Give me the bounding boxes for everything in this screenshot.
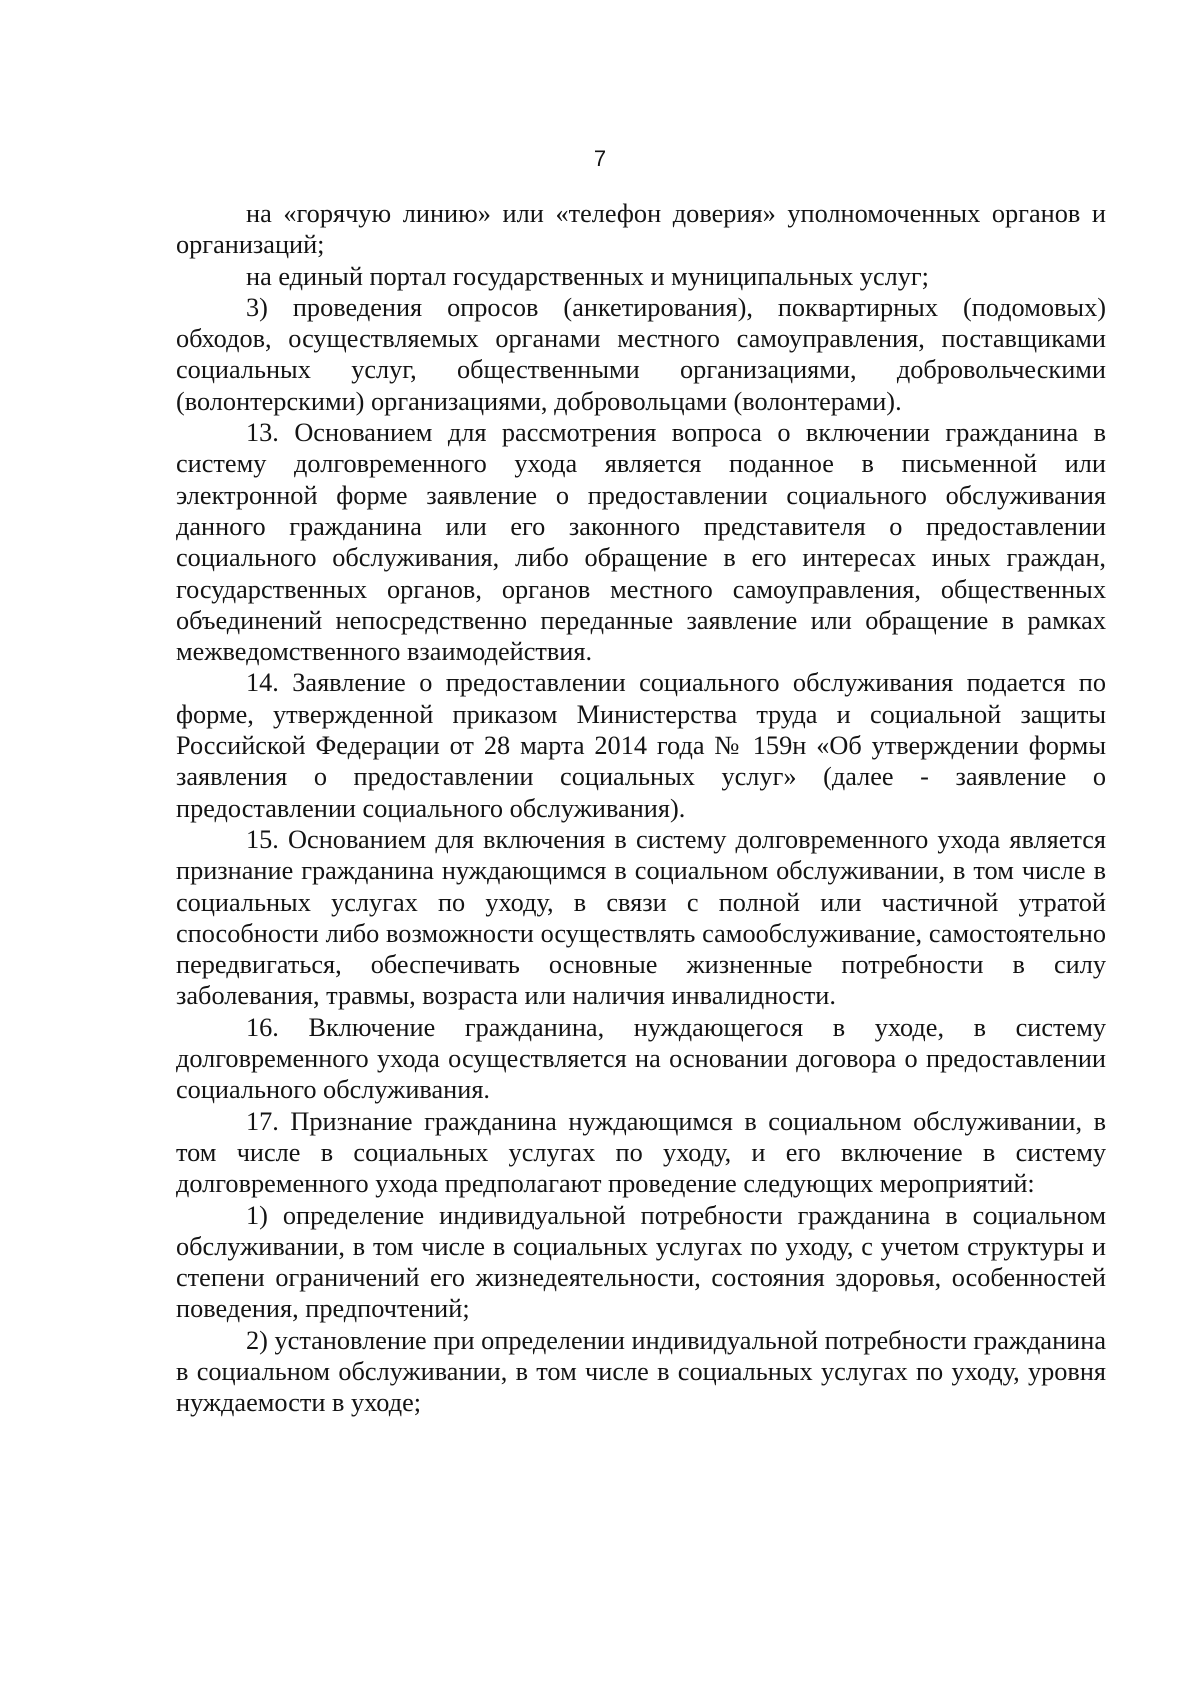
paragraph-item-2-care-level: 2) установление при определении индивидуальной потребности гражданина в социальном обслуживании, в том числе в социальных услугах по уходу, уровня нуждаемости в уходе; — [176, 1325, 1106, 1418]
paragraph-clause-14: 14. Заявление о предоставлении социального обслуживания подается по форме, утвержденной приказом Министерства труда и социальной защиты Российской Федерации от 28 марта 2014 года № 159н «Об утверждении формы заявления о предоставлении социальных услуг» (далее - заявление о предоставлении социального обслуживания). — [176, 668, 1106, 823]
paragraph-clause-15: 15. Основанием для включения в систему долговременного ухода является признание гражданина нуждающимся в социальном обслуживании, в том числе в социальных услугах по уходу, в связи с полной или частичной утратой способности либо возможности осуществлять самообслуживание, самостоятельно передвигаться, обеспечивать основные жизненные потребности в силу заболевания, травмы, возраста или наличия инвалидности. — [176, 824, 1106, 1011]
page-number: 7 — [593, 146, 607, 171]
paragraph-unified-portal: на единый портал государственных и муниципальных услуг; — [246, 261, 929, 291]
paragraph-clause-16: 16. Включение гражданина, нуждающегося в уходе, в систему долговременного ухода осуществляется на основании договора о предоставлении социального обслуживания. — [176, 1012, 1106, 1105]
paragraph-hotline: на «горячую линию» или «телефон доверия» уполномоченных органов и организаций; — [176, 199, 1106, 260]
paragraph-item-1-needs: 1) определение индивидуальной потребности гражданина в социальном обслуживании, в том числе в социальных услугах по уходу, с учетом структуры и степени ограничений его жизнедеятельности, состояния здоровья, особенностей поведения, предпочтений; — [176, 1200, 1106, 1324]
paragraph-clause-13: 13. Основанием для рассмотрения вопроса о включении гражданина в систему долговременного ухода является поданное в письменной или электронной форме заявление о предоставлении социального обслуживания данного гражданина или его законного представителя о предоставлении социального обслуживания, либо обращение в его интересах иных граждан, государственных органов, органов местного самоуправления, общественных объединений непосредственно переданные заявление или обращение в рамках межведомственного взаимодействия. — [176, 418, 1106, 667]
paragraph-item-3-surveys: 3) проведения опросов (анкетирования), поквартирных (подомовых) обходов, осуществляемых органами местного самоуправления, поставщиками социальных услуг, общественными организациями, добровольческими (волонтерскими) организациями, добровольцами (волонтерами). — [176, 292, 1106, 416]
paragraph-clause-17: 17. Признание гражданина нуждающимся в социальном обслуживании, в том числе в социальных услугах по уходу, и его включение в систему долговременного ухода предполагают проведение следующих мероприятий: — [176, 1106, 1106, 1199]
document-body — [176, 198, 1106, 1419]
